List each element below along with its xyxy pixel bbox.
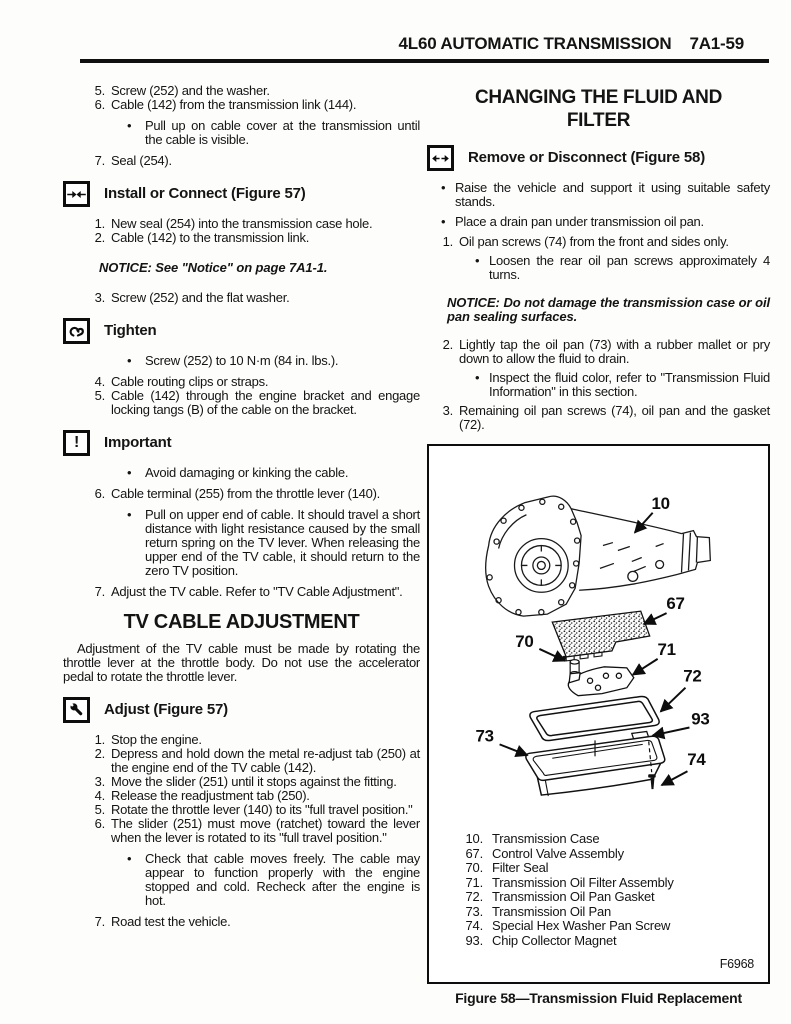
left-column: [63, 84, 420, 929]
figure-code: F6968: [719, 957, 754, 971]
step-text: New seal (254) into the transmission case hole.: [111, 216, 373, 231]
step-number: 2.: [442, 337, 453, 352]
bullet-item: • Pull on upper end of cable. It should travel a short distance with light resistance caused by the small return spring on the TV lever. When releasing the upper end of the TV cable, it should return to the zero TV position.: [63, 508, 420, 578]
exclamation-glyph: !: [73, 434, 80, 451]
step-item: [63, 733, 420, 747]
step-text: Move the slider (251) until it stops against the fitting.: [111, 774, 397, 789]
procedure-heading-label: Install or Connect (Figure 57): [104, 185, 306, 202]
callout-label: 10: [651, 493, 670, 513]
step-item: [63, 98, 420, 112]
section-heading: CHANGING THE FLUID AND FILTER: [474, 87, 723, 131]
step-number: 3.: [94, 774, 105, 789]
bullet-item: • Screw (252) to 10 N·m (84 in. lbs.).: [63, 354, 420, 368]
step-text: Release the readjustment tab (250).: [111, 788, 310, 803]
step-item: [63, 217, 420, 231]
step-text: Adjust the TV cable. Refer to "TV Cable Adjustment".: [111, 584, 403, 599]
step-text: Seal (254).: [111, 153, 172, 168]
step-item: [63, 585, 420, 599]
step-number: 1.: [94, 216, 105, 231]
callout-label: 70: [515, 631, 534, 651]
header-rule: [80, 59, 769, 63]
step-item: [427, 338, 770, 366]
sub-bullet-item: • Loosen the rear oil pan screws approximately 4 turns.: [427, 254, 770, 282]
step-number: 5.: [94, 388, 105, 403]
legend-item: 93. Chip Collector Magnet: [465, 932, 617, 948]
step-item: [63, 775, 420, 789]
step-item: [63, 231, 420, 245]
step-item: [63, 789, 420, 803]
step-number: 1.: [442, 234, 453, 249]
right-column: [427, 86, 770, 1005]
bullet-item: • Place a drain pan under transmission oil pan.: [427, 215, 770, 229]
legend-item: 73. Transmission Oil Pan: [465, 903, 612, 919]
step-number: 6.: [94, 486, 105, 501]
step-item: [63, 803, 420, 817]
bullet-item: • Pull up on cable cover at the transmission until the cable is visible.: [63, 119, 420, 147]
callout-label: 73: [475, 726, 494, 746]
step-text: Remaining oil pan screws (74), oil pan and the gasket (72).: [459, 403, 770, 432]
step-text: Stop the engine.: [111, 732, 202, 747]
step-number: 4.: [94, 374, 105, 389]
step-number: 7.: [94, 153, 105, 168]
legend-item: 71. Transmission Oil Filter Assembly: [465, 874, 674, 890]
procedure-heading: [427, 145, 770, 171]
step-item: [63, 747, 420, 775]
step-text: Oil pan screws (74) from the front and sides only.: [459, 234, 729, 249]
step-text: Lightly tap the oil pan (73) with a rubber mallet or pry down to allow the fluid to drain.: [459, 337, 770, 366]
sub-bullet-item: • Inspect the fluid color, refer to "Transmission Fluid Information" in this section.: [427, 371, 770, 399]
tighten-icon: [63, 318, 90, 344]
step-text: Cable (142) to the transmission link.: [111, 230, 310, 245]
step-item: [63, 291, 420, 305]
step-number: 2.: [94, 230, 105, 245]
pan-screw-drawing: [648, 774, 655, 789]
callout-label: 71: [657, 639, 676, 659]
step-text: Screw (252) and the washer.: [111, 83, 270, 98]
step-text: Rotate the throttle lever (140) to its "full travel position.": [111, 802, 413, 817]
step-number: 6.: [94, 816, 105, 831]
step-text: Road test the vehicle.: [111, 914, 231, 929]
intro-paragraph: Adjustment of the TV cable must be made by rotating the throttle lever at the throttle body. Do not use the accelerator pedal to rotate the throttle lever.: [63, 641, 420, 684]
legend-item: 70. Filter Seal: [465, 860, 549, 875]
control-valve-assembly-drawing: [552, 611, 649, 661]
important-icon: [63, 430, 90, 456]
legend-item: 10. Transmission Case: [465, 831, 600, 846]
step-item: [427, 404, 770, 432]
procedure-heading: [63, 697, 420, 723]
procedure-heading: [63, 318, 420, 344]
callout-label: 93: [691, 709, 710, 729]
step-text: Cable terminal (255) from the throttle lever (140).: [111, 486, 381, 501]
legend-item: 74. Special Hex Washer Pan Screw: [465, 918, 671, 933]
step-number: 7.: [94, 584, 105, 599]
step-number: 5.: [94, 83, 105, 98]
step-text: Cable (142) through the engine bracket and engage locking tangs (B) of the cable on the bracket.: [111, 388, 420, 417]
step-item: [63, 389, 420, 417]
header-title: 4L60 AUTOMATIC TRANSMISSION: [398, 34, 672, 53]
step-number: 6.: [94, 97, 105, 112]
step-item: [63, 487, 420, 501]
transmission-diagram: [429, 446, 767, 830]
page-number: 7A1-59: [689, 34, 744, 53]
bullet-item: • Check that cable moves freely. The cable may appear to function properly with the engine stopped and cold. Recheck after the engine is hot.: [63, 852, 420, 908]
bullet-item: • Avoid damaging or kinking the cable.: [63, 466, 420, 480]
step-item: [63, 817, 420, 845]
step-item: [427, 235, 770, 249]
step-number: 7.: [94, 914, 105, 929]
step-text: Cable routing clips or straps.: [111, 374, 269, 389]
callout-label: 67: [666, 594, 685, 614]
install-connect-icon: [63, 181, 90, 207]
step-text: Cable (142) from the transmission link (144).: [111, 97, 357, 112]
section-heading: TV CABLE ADJUSTMENT: [123, 611, 360, 633]
bullet-item: • Raise the vehicle and support it using suitable safety stands.: [427, 181, 770, 209]
figure-legend: [457, 832, 768, 948]
step-item: [63, 375, 420, 389]
adjust-icon: [63, 697, 90, 723]
callout-label: 74: [687, 750, 706, 770]
step-item: [63, 915, 420, 929]
callout-label: 72: [683, 666, 702, 686]
step-number: 5.: [94, 802, 105, 817]
oil-pan-drawing: [526, 736, 665, 796]
procedure-heading-label: Adjust (Figure 57): [104, 701, 228, 718]
notice-text: NOTICE: See "Notice" on page 7A1-1.: [99, 260, 328, 275]
step-number: 3.: [442, 403, 453, 418]
step-number: 3.: [94, 290, 105, 305]
step-number: 4.: [94, 788, 105, 803]
page-header: [399, 34, 744, 54]
step-number: 2.: [94, 746, 105, 761]
step-text: Depress and hold down the metal re-adjust tab (250) at the engine end of the TV cable (142).: [111, 746, 420, 775]
procedure-heading-label: Remove or Disconnect (Figure 58): [468, 149, 705, 166]
procedure-heading-label: Important: [104, 434, 172, 451]
procedure-heading: [63, 181, 420, 207]
procedure-heading: [63, 430, 420, 456]
step-item: [63, 154, 420, 168]
step-item: [63, 84, 420, 98]
step-text: Screw (252) and the flat washer.: [111, 290, 290, 305]
legend-item: 72. Transmission Oil Pan Gasket: [465, 889, 655, 904]
step-number: 1.: [94, 732, 105, 747]
notice-text: NOTICE: Do not damage the transmission case or oil pan sealing surfaces.: [447, 295, 770, 324]
figure-box: [427, 444, 770, 984]
step-text: The slider (251) must move (ratchet) toward the lever when the lever is rotated to its "full travel position.": [111, 816, 420, 845]
figure-caption: Figure 58—Transmission Fluid Replacement: [455, 990, 742, 1006]
procedure-heading-label: Tighten: [104, 322, 157, 339]
remove-disconnect-icon: [427, 145, 454, 171]
legend-item: 67. Control Valve Assembly: [465, 845, 624, 861]
